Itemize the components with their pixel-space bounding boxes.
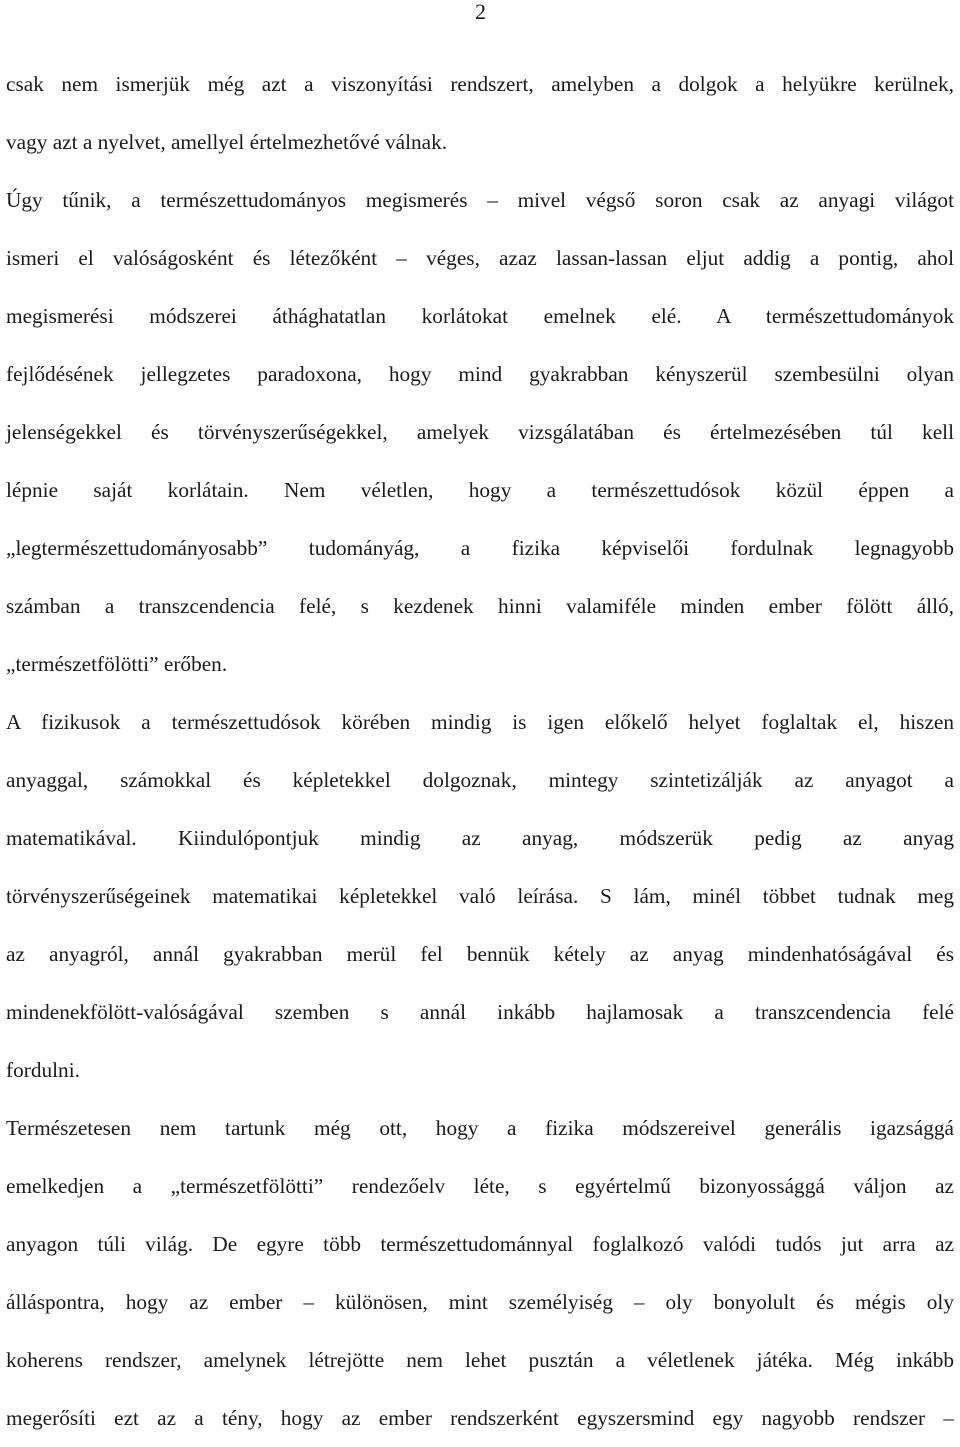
text-line: csak nem ismerjük még azt a viszonyítási rendszert, amelyben a dolgok a helyükre kerülnek, — [6, 72, 954, 96]
text-line: jelenségekkel és törvényszerűségekkel, amelyek vizsgálatában és értelmezésében túl kell — [6, 420, 954, 444]
paragraph — [6, 171, 954, 693]
text-line: megismerési módszerei áthághatatlan korlátokat emelnek elé. A természettudományok — [6, 304, 954, 328]
text-line: az anyagról, annál gyakrabban merül fel bennük kétely az anyag mindenhatóságával és — [6, 942, 954, 966]
text-line: anyaggal, számokkal és képletekkel dolgoznak, mintegy szintetizálják az anyagot a — [6, 768, 954, 792]
text-line: megerősíti ezt az a tény, hogy az ember rendszerként egyszersmind egy nagyobb rendszer – — [6, 1406, 954, 1430]
paragraph — [6, 55, 954, 171]
text-line: matematikával. Kiindulópontjuk mindig az anyag, módszerük pedig az anyag — [6, 826, 954, 850]
text-line: fordulni. — [6, 1058, 80, 1082]
page-number: 2 — [475, 0, 486, 24]
text-line: „legtermészettudományosabb” tudományág, a fizika képviselői fordulnak legnagyobb — [6, 536, 954, 560]
text-line: Úgy tűnik, a természettudományos megismerés – mivel végső soron csak az anyagi világot — [6, 188, 954, 212]
text-line: vagy azt a nyelvet, amellyel értelmezhetővé válnak. — [6, 130, 448, 154]
text-line: emelkedjen a „természetfölötti” rendezőelv léte, s egyértelmű bizonyossággá váljon az — [6, 1174, 954, 1198]
text-line: „természetfölötti” erőben. — [6, 652, 228, 676]
text-line: fejlődésének jellegzetes paradoxona, hogy mind gyakrabban kényszerül szembesülni olyan — [6, 362, 954, 386]
text-line: ismeri el valóságosként és létezőként – véges, azaz lassan-lassan eljut addig a pontig, ahol — [6, 246, 954, 270]
text-line: mindenekfölött-valóságával szemben s annál inkább hajlamosak a transzcendencia felé — [6, 1000, 954, 1024]
text-line: A fizikusok a természettudósok körében mindig is igen előkelő helyet foglaltak el, hiszen — [6, 710, 954, 734]
text-line: álláspontra, hogy az ember – különösen, mint személyiség – oly bonyolult és mégis oly — [6, 1290, 954, 1314]
text-line: koherens rendszer, amelynek létrejötte nem lehet pusztán a véletlenek játéka. Még inkább — [6, 1348, 954, 1372]
text-line: anyagon túli világ. De egyre több természettudománnyal foglalkozó valódi tudós jut arra az — [6, 1232, 954, 1256]
paragraph — [6, 693, 954, 1099]
document-body — [6, 55, 954, 1447]
text-line: lépnie saját korlátain. Nem véletlen, hogy a természettudósok közül éppen a — [6, 478, 954, 502]
text-line: számban a transzcendencia felé, s kezdenek hinni valamiféle minden ember fölött álló, — [6, 594, 954, 618]
text-line: törvényszerűségeinek matematikai képletekkel való leírása. S lám, minél többet tudnak meg — [6, 884, 954, 908]
paragraph — [6, 1099, 954, 1447]
text-line: Természetesen nem tartunk még ott, hogy a fizika módszereivel generális igazsággá — [6, 1116, 954, 1140]
